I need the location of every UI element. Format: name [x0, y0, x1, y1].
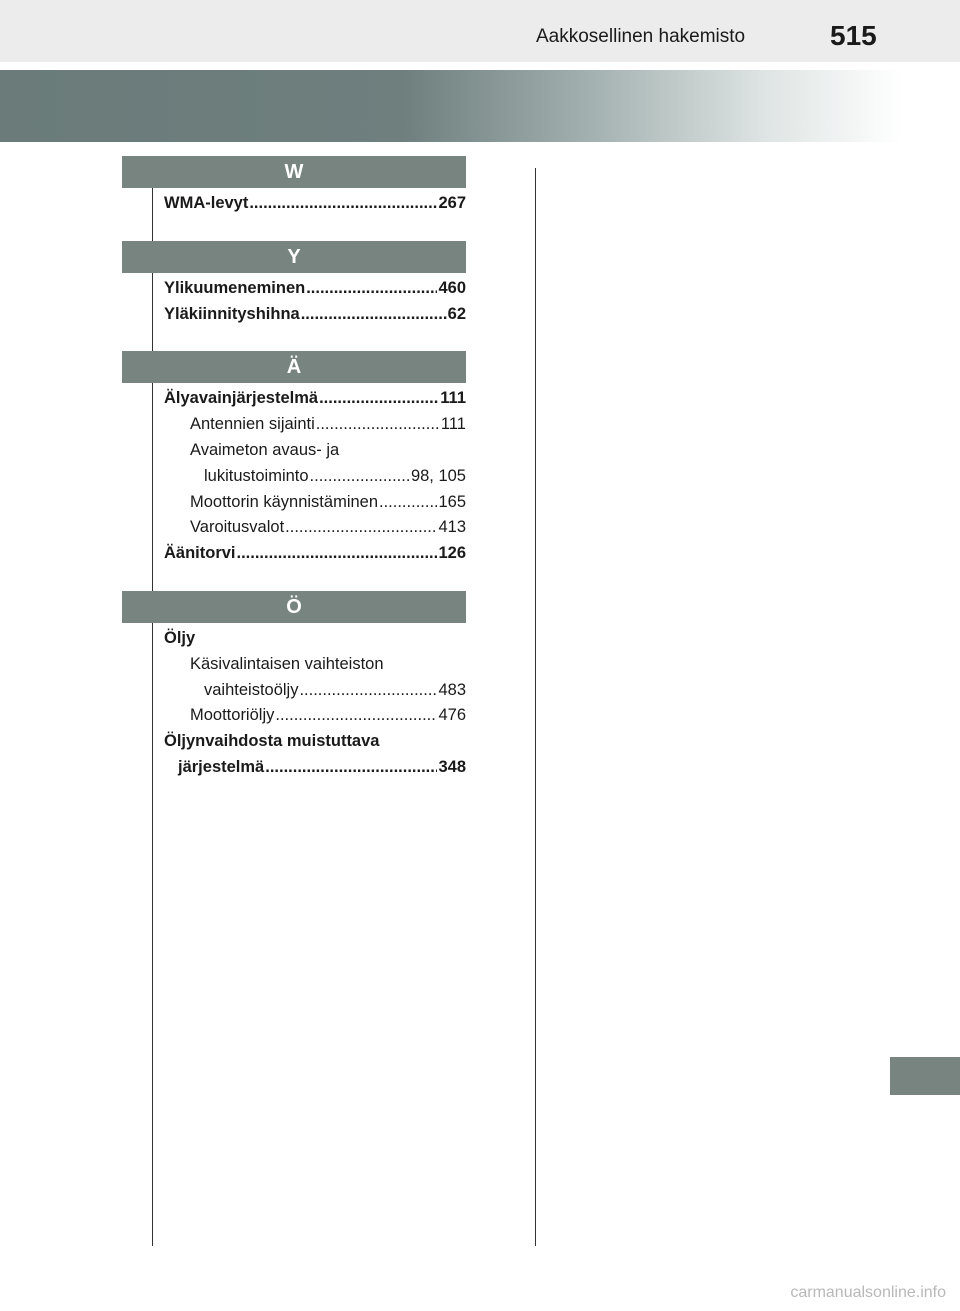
entry-label: järjestelmä — [178, 758, 265, 776]
index-entry-continuation[interactable] — [178, 755, 466, 781]
entry-page: 126 — [438, 544, 466, 562]
entry-page: 111 — [440, 389, 466, 407]
index-subentry[interactable] — [190, 412, 466, 438]
decorative-gradient-band — [0, 70, 960, 142]
leader-dots — [249, 191, 437, 217]
leader-dots — [237, 541, 438, 567]
leader-dots — [306, 276, 437, 302]
index-entry[interactable] — [164, 302, 466, 328]
top-bar — [0, 0, 960, 62]
entry-label: Käsivalintaisen vaihteiston — [190, 655, 384, 673]
entry-label: Älyavainjärjestelmä — [164, 389, 319, 407]
index-subentry[interactable] — [190, 515, 466, 541]
leader-dots — [319, 386, 439, 412]
chapter-side-tab — [890, 1057, 960, 1095]
entry-page: 483 — [438, 681, 466, 699]
section-header-ae: Ä — [122, 351, 466, 383]
entry-page: 413 — [438, 518, 466, 536]
index-entry[interactable] — [164, 276, 466, 302]
index-entry[interactable] — [164, 386, 466, 412]
index-entry[interactable] — [164, 541, 466, 567]
entry-label: Ylikuumeneminen — [164, 279, 306, 297]
entry-page: 460 — [438, 279, 466, 297]
section-header-oe: Ö — [122, 591, 466, 623]
leader-dots — [301, 302, 447, 328]
index-subentry-continuation[interactable] — [204, 464, 466, 490]
index-subentry[interactable] — [190, 652, 466, 678]
entry-label: Moottorin käynnistäminen — [190, 493, 379, 511]
index-subentry[interactable] — [190, 490, 466, 516]
leader-dots — [316, 412, 440, 438]
index-entry[interactable] — [164, 729, 466, 755]
watermark: carmanualsonline.info — [790, 1284, 946, 1301]
leader-dots — [265, 755, 437, 781]
section-header-w: W — [122, 156, 466, 188]
leader-dots — [310, 464, 410, 490]
entry-label: WMA-levyt — [164, 194, 249, 212]
entry-label: Moottoriöljy — [190, 706, 275, 724]
entry-label: Öljynvaihdosta muistuttava — [164, 732, 380, 750]
leader-dots — [285, 515, 437, 541]
leader-dots — [299, 678, 437, 704]
entry-page: 165 — [438, 493, 466, 511]
entry-label: Äänitorvi — [164, 544, 236, 562]
entry-page: 111 — [440, 415, 466, 433]
entry-page: 62 — [447, 305, 466, 323]
page-header-title: Aakkosellinen hakemisto — [536, 26, 746, 47]
entry-label: lukitustoiminto — [204, 467, 309, 485]
column-rule-right — [535, 168, 536, 1246]
section-header-y: Y — [122, 241, 466, 273]
page-number: 515 — [830, 20, 877, 51]
column-rule-left — [152, 186, 153, 1246]
index-subentry-continuation[interactable] — [204, 678, 466, 704]
entry-label: Antennien sijainti — [190, 415, 315, 433]
leader-dots — [275, 703, 437, 729]
entry-page: 98, 105 — [410, 467, 466, 485]
entry-label: Yläkiinnityshihna — [164, 305, 300, 323]
entry-label: Öljy — [164, 629, 196, 647]
entry-page: 348 — [438, 758, 466, 776]
index-entry[interactable] — [164, 626, 466, 652]
entry-page: 267 — [438, 194, 466, 212]
index-entry[interactable] — [164, 191, 466, 217]
leader-dots — [379, 490, 437, 516]
index-subentry[interactable] — [190, 438, 466, 464]
entry-label: vaihteistoöljy — [204, 681, 299, 699]
index-subentry[interactable] — [190, 703, 466, 729]
entry-label: Varoitusvalot — [190, 518, 285, 536]
entry-label: Avaimeton avaus- ja — [190, 441, 340, 459]
entry-page: 476 — [438, 706, 466, 724]
